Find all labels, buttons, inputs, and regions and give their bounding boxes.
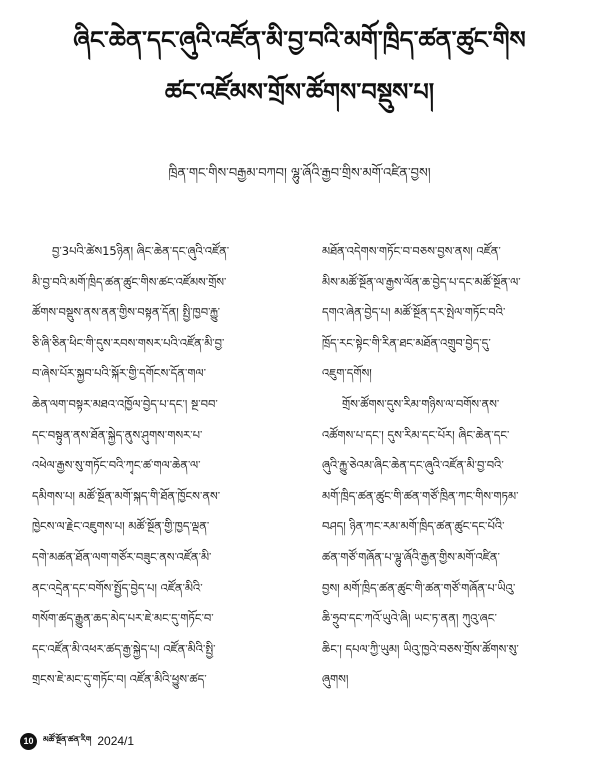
- page-footer: [20, 732, 134, 750]
- article-byline: ཁྲིན་གང་གིས་བརྒྱམ་བཀབ། ལྷུ་ཞོའི་རྒྱབ་གྲིས་མགོ་འཛིན་བྱས།: [168, 166, 431, 181]
- body-line: ཚོགས་བསྡུས་ནས་ནན་གྱིས་བསྟན་དོན། སྤྱི་ཁྱབ་རྐྱུ་: [32, 305, 221, 320]
- body-column-right: [322, 236, 587, 695]
- body-line: གསོག་ཚད་རྒྱུན་ཆད་མེད་པར་ཇེ་མང་དུ་གཏོང་བ་: [32, 611, 214, 626]
- body-line: དང་འཛོན་མི་འཕར་ཚད་རྒྱ་སྐྱེད་པ། འཛོན་མིའི་སྤྱི་: [32, 641, 216, 656]
- body-line: དགེ་མཚན་ཐོན་ལག་གཙོར་བཟུང་ནས་འཛོན་མི་: [32, 549, 212, 564]
- body-line: དང་བསྟུན་ནས་ཐོན་སྐྱེད་ནུས་ཤུགས་གསར་པ་: [32, 427, 203, 442]
- body-line: ཞུགས།: [322, 672, 349, 687]
- body-line: ཆེན་ལག་བསྟར་མཐའ་འཁྱོལ་བྱེད་པ་དང་། སྔ་བབ་: [32, 396, 218, 411]
- body-line: འཚོགས་པ་དང་། དུས་རིམ་དང་པོར། ཞིང་ཆེན་དང་: [322, 427, 510, 442]
- body-line: དམིགས་པ། མཚོ་སྔོན་མགོ་སྐད་གི་ཐོན་ཁྱོངས་ནས་: [32, 488, 221, 503]
- body-line: ཁྱེངས་ལ་རྗེང་འཇུགས་པ། མཚོ་སྔོན་གྱི་ཁྱད་ལྡན་: [32, 519, 210, 534]
- journal-name: མཚོ་སྔོན་ཚན་རིག: [43, 734, 92, 744]
- article-title-line-1: ཞིང་ཆེན་དང་ཞུའི་འཛོན་མི་བྱ་བའི་མགོ་ཁྲིད་ཚན་ཚུང་གིས: [73, 25, 526, 54]
- body-line: ཚན་གཙོ་གཞོན་པ་ལྷུ་ཞོའི་རྒྱན་གྱིས་མགོ་འཛིན་: [322, 549, 500, 564]
- body-line: བཤད། ཉིན་ཀང་རམ་མགོ་ཁྲིད་ཚན་ཚུང་དང་པོའི་: [322, 519, 505, 534]
- body-line: མཐོན་འདེགས་གཏོང་བ་བཅས་བྱས་ནས། འཛོན་: [322, 244, 501, 258]
- body-line: བ་ཞེས་པོར་སྐྱབ་པའི་སྐོར་གྱི་དགོངས་དོན་གལ་: [32, 366, 206, 381]
- body-line: གྲོས་ཚོགས་དུས་རིམ་གཉིས་ལ་བགོས་ནས་: [342, 396, 500, 411]
- body-line: འཕེལ་རྒྱས་སུ་གཏོང་བའི་ཀྭང་ཚ་གལ་ཆེན་ལ་: [32, 458, 201, 473]
- body-line: གྲངས་ཇེ་མང་དུ་གཏོང་བ། འཛོན་མིའི་ཕྱུས་ཚད་: [32, 672, 207, 687]
- body-line: མགོ་ཁྲིད་ཚན་ཚུང་གི་ཚན་གཙོ་ཁྲིན་ཀང་གིས་གཏམ་: [322, 488, 519, 503]
- body-line: འཇུག་དགོས།: [322, 366, 372, 381]
- body-line: ཁྲོད་རང་སྟེང་གི་རིན་ཐང་མཐོན་འགྲུབ་བྱེད་དུ་: [322, 335, 491, 350]
- issue-number: 2024/1: [97, 734, 135, 748]
- body-column-left: [32, 236, 297, 695]
- page-number: 10: [20, 733, 37, 750]
- article-title-line-2: ཚང་འཛོམས་གྲོས་ཚོགས་བསྡུས་པ།: [164, 77, 435, 106]
- body-line: མི་བྱ་བའི་མགོ་ཁྲིད་ཚན་ཚུང་གིས་ཚང་འཛོམས་གྲོས་: [32, 274, 227, 289]
- body-line: ཆིང་། དཔལ་ཀྱི་ཡུམ། ཡིའུ་ཁྱའེ་བཅས་གྲོས་ཚོགས་སུ་: [322, 641, 519, 656]
- body-line: བྱས། མགོ་ཁྲིད་ཚན་ཚུང་གི་ཚན་གཙོ་གཞོན་པ་ཡིའུ་: [322, 580, 516, 595]
- body-line: མིས་མཚོ་སྔོན་ལ་རྒྱས་ལོན་ཆ་བྱེད་པ་དང་མཚོ་སྔོན་ལ་: [322, 274, 521, 289]
- body-line: བྱ་3པའི་ཚེས15ཉིན། ཞིང་ཆེན་དང་ཞུའི་འཛོན་: [52, 244, 230, 258]
- body-line: ཅི་ཞི་ཅིན་ཕིང་གི་དུས་རབས་གསར་པའི་འཛོན་མི་བྱ་: [32, 335, 225, 350]
- body-line: ཞུའི་རྐྱུ་ཅེའམ་ཞིང་ཆེན་དང་ཞུའི་འཛོན་མི་བྱ་བའི་: [322, 458, 504, 473]
- body-line: དགའ་ཞེན་བྱེད་པ། མཚོ་སྔོན་དར་སྤེལ་གཏོང་བའི་: [322, 305, 506, 320]
- body-line: ཆི་ཧྲུབ་དང་ཀའོ་ཡུའེ་ཞི། ཡང་ཏ་ནན། ཀུའུ་ཞང་: [322, 611, 497, 626]
- body-line: ནང་འདྲེན་དང་བགོས་སྤྱོད་བྱེད་པ། འཛོན་མིའི་: [32, 580, 203, 595]
